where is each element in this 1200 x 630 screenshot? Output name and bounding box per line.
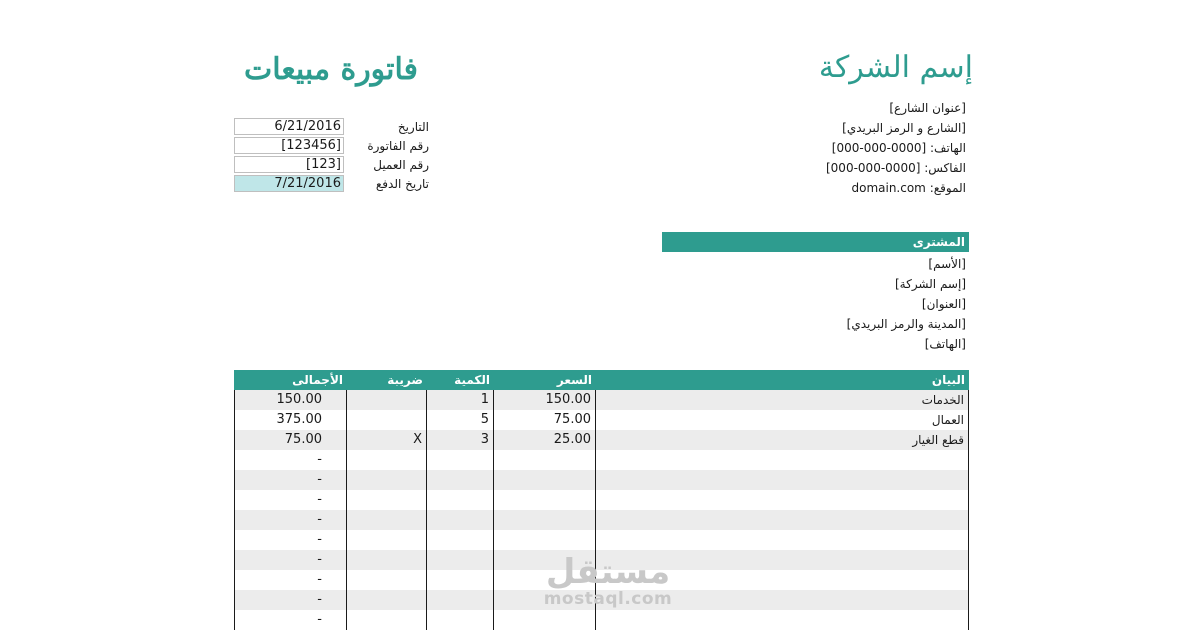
cell-qty[interactable]	[427, 510, 494, 530]
buyer-address: [العنوان]	[921, 297, 966, 311]
cell-tax[interactable]	[347, 530, 427, 550]
header-tax: ضريبة	[387, 373, 423, 387]
watermark	[528, 552, 688, 609]
cell-price[interactable]: 25.00	[494, 430, 596, 450]
watermark-url: mostaql.com	[543, 589, 673, 609]
company-phone: الهاتف: [0000-000-000]	[831, 141, 966, 155]
buyer-details	[666, 254, 966, 354]
cell-tax[interactable]	[347, 390, 427, 410]
cell-price[interactable]	[494, 530, 596, 550]
cell-description[interactable]: العمال	[596, 410, 969, 430]
cell-qty[interactable]	[427, 470, 494, 490]
cell-total[interactable]: -	[234, 570, 347, 590]
cell-description[interactable]: الخدمات	[596, 390, 969, 410]
buyer-phone: [الهاتف]	[924, 337, 966, 351]
due-date-label: تاريخ الدفع	[375, 176, 429, 191]
invoice-date-field[interactable]: 6/21/2016	[234, 118, 344, 135]
cell-qty[interactable]	[427, 610, 494, 630]
header-qty: الكمية	[454, 373, 490, 387]
cell-total[interactable]: -	[234, 610, 347, 630]
invoice-meta	[234, 117, 429, 193]
due-date-field[interactable]: 7/21/2016	[234, 175, 344, 192]
cell-tax[interactable]	[347, 450, 427, 470]
cell-total[interactable]: -	[234, 470, 347, 490]
meta-row-due	[234, 174, 429, 193]
cell-total[interactable]: -	[234, 510, 347, 530]
invoice-date-label: التاريخ	[397, 119, 429, 134]
cell-qty[interactable]: 3	[427, 430, 494, 450]
meta-row-number	[234, 136, 429, 155]
cell-qty[interactable]	[427, 590, 494, 610]
cell-qty[interactable]	[427, 570, 494, 590]
customer-number-field[interactable]: [123]	[234, 156, 344, 173]
table-row	[234, 390, 969, 410]
table-row	[234, 530, 969, 550]
table-row	[234, 430, 969, 450]
table-row	[234, 450, 969, 470]
invoice-number-field[interactable]: [123456]	[234, 137, 344, 154]
cell-description[interactable]	[596, 470, 969, 490]
customer-number-label: رقم العميل	[373, 157, 429, 172]
cell-description[interactable]	[596, 490, 969, 510]
cell-total[interactable]: -	[234, 530, 347, 550]
table-row	[234, 410, 969, 430]
cell-tax[interactable]	[347, 610, 427, 630]
company-website-value: domain.com	[851, 181, 926, 195]
cell-total[interactable]: 375.00	[234, 410, 347, 430]
cell-tax[interactable]	[347, 490, 427, 510]
cell-price[interactable]: 150.00	[494, 390, 596, 410]
cell-description[interactable]: قطع الغيار	[596, 430, 969, 450]
buyer-city-zip: [المدينة والرمز البريدي]	[846, 317, 966, 331]
invoice-title: فاتورة مبيعات	[244, 52, 419, 87]
cell-qty[interactable]: 5	[427, 410, 494, 430]
cell-qty[interactable]	[427, 450, 494, 470]
cell-price[interactable]	[494, 610, 596, 630]
cell-price[interactable]	[494, 490, 596, 510]
company-info	[706, 98, 966, 198]
cell-total[interactable]: -	[234, 450, 347, 470]
cell-tax[interactable]	[347, 470, 427, 490]
cell-price[interactable]	[494, 450, 596, 470]
header-total: الأجمالى	[292, 373, 343, 387]
cell-total[interactable]: 75.00	[234, 430, 347, 450]
cell-total[interactable]: -	[234, 590, 347, 610]
cell-price[interactable]	[494, 510, 596, 530]
company-website	[706, 178, 966, 198]
cell-total[interactable]: -	[234, 550, 347, 570]
header-description: البيان	[931, 373, 965, 387]
cell-qty[interactable]: 1	[427, 390, 494, 410]
cell-description[interactable]	[596, 510, 969, 530]
cell-price[interactable]: 75.00	[494, 410, 596, 430]
buyer-name: [الأسم]	[928, 257, 966, 271]
cell-price[interactable]	[494, 470, 596, 490]
cell-description[interactable]	[596, 610, 969, 630]
cell-total[interactable]: -	[234, 490, 347, 510]
cell-qty[interactable]	[427, 530, 494, 550]
invoice-number-label: رقم الفاتورة	[367, 138, 429, 153]
cell-tax[interactable]	[347, 410, 427, 430]
cell-tax[interactable]	[347, 510, 427, 530]
cell-description[interactable]	[596, 450, 969, 470]
table-header	[234, 370, 969, 390]
meta-row-date	[234, 117, 429, 136]
watermark-logo: مستقل	[545, 552, 671, 592]
company-website-label: الموقع:	[929, 181, 966, 195]
buyer-header: المشترى	[662, 232, 969, 252]
header-price: السعر	[556, 373, 592, 387]
cell-total[interactable]: 150.00	[234, 390, 347, 410]
cell-description[interactable]	[596, 530, 969, 550]
company-address: [عنوان الشارع]	[889, 101, 966, 115]
table-row	[234, 510, 969, 530]
cell-tax[interactable]: X	[347, 430, 427, 450]
cell-tax[interactable]	[347, 550, 427, 570]
cell-tax[interactable]	[347, 590, 427, 610]
cell-qty[interactable]	[427, 550, 494, 570]
cell-qty[interactable]	[427, 490, 494, 510]
company-name: إسم الشركة	[818, 50, 973, 85]
company-fax: الفاكس: [0000-000-000]	[825, 161, 966, 175]
table-row	[234, 490, 969, 510]
buyer-company: [إسم الشركة]	[894, 277, 966, 291]
table-row	[234, 470, 969, 490]
meta-row-customer	[234, 155, 429, 174]
table-row	[234, 610, 969, 630]
cell-tax[interactable]	[347, 570, 427, 590]
company-street-zip: [الشارع و الرمز البريدي]	[842, 121, 966, 135]
